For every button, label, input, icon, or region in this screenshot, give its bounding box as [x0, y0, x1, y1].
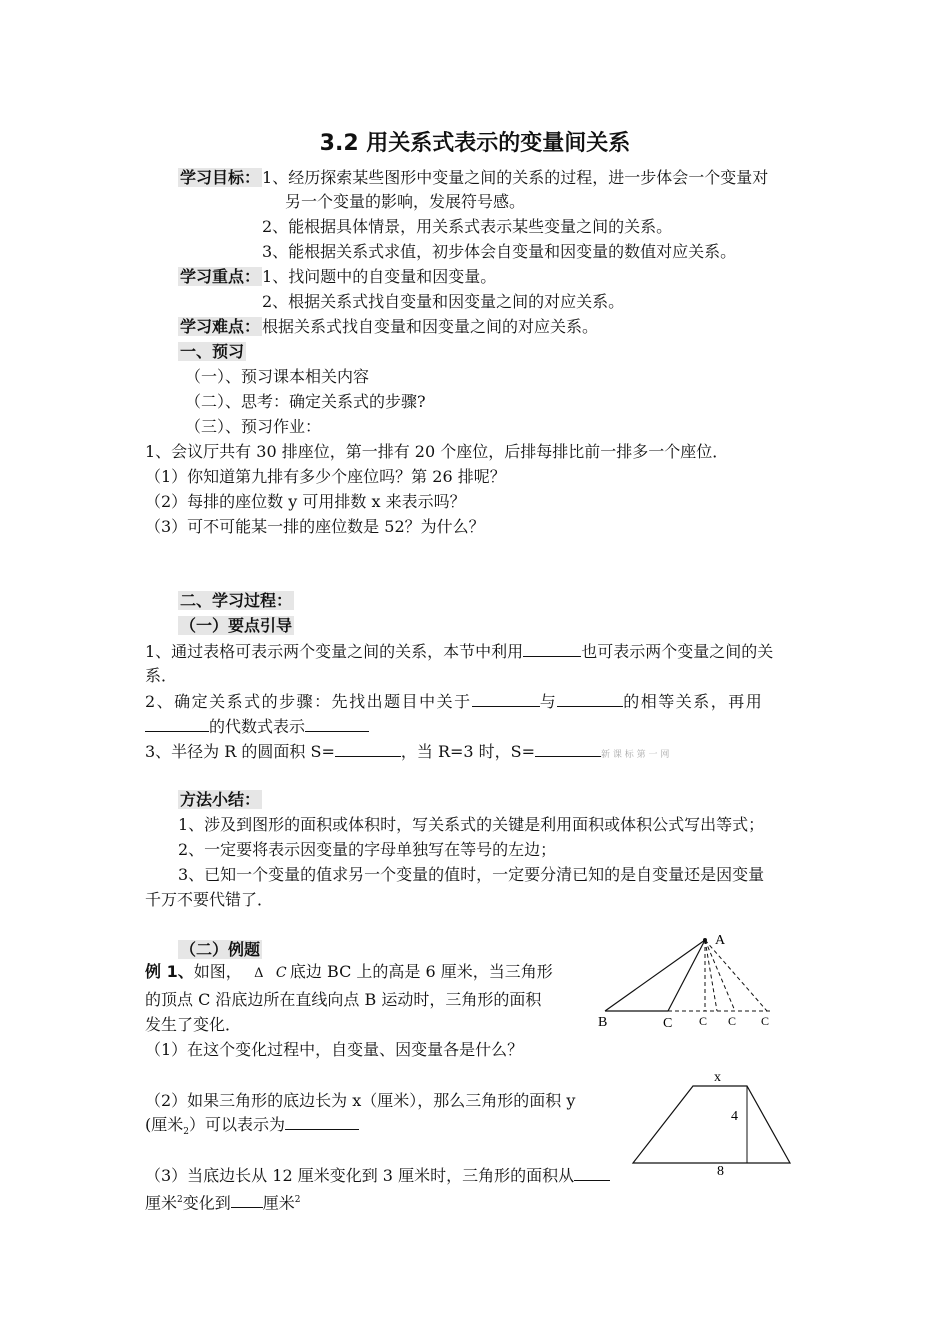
summary-item-3: 3、已知一个变量的值求另一个变量的值时，一定要分清已知的是自变量还是因变量 [178, 865, 765, 884]
vertex-c3-label: C [761, 1014, 770, 1028]
preview-item-3: （三）、预习作业： [185, 417, 322, 436]
example-1-line-1: 例 1、如图， Δ C 底边 BC 上的高是 6 厘米，当三角形 [145, 962, 553, 981]
process-point-2-cont: 的代数式表示 [145, 716, 369, 737]
triangle-figure [595, 928, 785, 1033]
vertex-a-label: A [715, 933, 726, 948]
example-1-line-2: 的顶点 C 沿底边所在直线向点 B 运动时，三角形的面积 [145, 990, 542, 1009]
process-point-1-cont: 系． [145, 666, 178, 685]
process-heading: 二、学习过程： [180, 591, 293, 610]
vertex-c2-label: C [728, 1014, 737, 1028]
objective-1: 1、经历探索某些图形中变量之间的关系的过程，进一步体会一个变量对 [262, 168, 769, 187]
summary-heading: 方法小结： [180, 790, 261, 809]
preview-question-1: （1）你知道第九排有多少个座位吗？第 26 排呢？ [145, 467, 506, 486]
summary-item-1: 1、涉及到图形的面积或体积时，写关系式的关键是利用面积或体积公式写出等式； [178, 815, 765, 834]
summary-item-3-cont: 千万不要代错了． [145, 890, 274, 909]
process-subheading: （一）要点引导 [180, 616, 293, 635]
watermark: 新 课 标 第 一 网 [601, 750, 670, 760]
example-question-2: （2）如果三角形的底边长为 x（厘米），那么三角形的面积 y [145, 1091, 576, 1110]
preview-question-2: （2）每排的座位数 y 可用排数 x 来表示吗？ [145, 492, 466, 511]
trapezoid-figure [625, 1066, 800, 1178]
objectives-row-1 [178, 168, 768, 188]
preview-question-3: （3）可不可能某一排的座位数是 52？为什么？ [145, 517, 485, 536]
trapezoid-bottom-label: 8 [717, 1164, 724, 1178]
page-title: 3.2 用关系式表示的变量间关系 [319, 131, 631, 156]
objectives-label: 学习目标： [180, 168, 261, 187]
objective-1-cont: 另一个变量的影响，发展符号感。 [285, 192, 526, 211]
trapezoid-top-label: x [714, 1070, 721, 1085]
key-point-2: 2、根据关系式找自变量和因变量之间的对应关系。 [262, 292, 625, 311]
summary-item-2: 2、一定要将表示因变量的字母单独写在等号的左边； [178, 840, 557, 859]
example-label: 例 1、 [145, 962, 194, 981]
difficulty-label: 学习难点： [180, 317, 261, 336]
difficulty-text: 根据关系式找自变量和因变量之间的对应关系。 [262, 317, 599, 336]
preview-item-2: （二）、思考：确定关系式的步骤? [185, 392, 426, 411]
key-point-1: 1、找问题中的自变量和因变量。 [262, 267, 497, 286]
preview-problem: 1、会议厅共有 30 排座位，第一排有 20 个座位，后排每排比前一排多一个座位． [145, 442, 729, 461]
preview-heading: 一、预习 [180, 342, 245, 361]
example-1-line-3: 发生了变化． [145, 1015, 242, 1034]
vertex-b-label: B [598, 1015, 608, 1030]
examples-heading: （二）例题 [180, 940, 261, 959]
process-point-3: 3、半径为 R 的圆面积 S= ，当 R=3 时，S= 新 课 标 第 一 网 [145, 742, 670, 761]
difficulty-row [178, 317, 598, 337]
example-question-3-cont: 厘米$^2$变化到 厘米$^2$ [145, 1193, 301, 1213]
key-points-row-1 [178, 267, 496, 287]
trapezoid-height-label: 4 [731, 1109, 738, 1124]
example-question-2-cont: (厘米$_2$）可以表示为 [145, 1114, 359, 1142]
example-question-3: （3）当底边长从 12 厘米变化到 3 厘米时，三角形的面积从 [145, 1165, 610, 1186]
process-point-1: 1、通过表格可表示两个变量之间的关系，本节中利用 也可表示两个变量之间的关 [145, 642, 774, 661]
example-question-1: （1）在这个变化过程中，自变量、因变量各是什么？ [145, 1040, 524, 1059]
vertex-c1-label: C [699, 1014, 708, 1028]
key-points-label: 学习重点： [180, 267, 261, 286]
vertex-c-label: C [663, 1016, 673, 1031]
process-point-2: 2、确定关系式的步骤：先找出题目中关于 与 的相等关系，再用 [145, 692, 764, 711]
objective-3: 3、能根据关系式求值，初步体会自变量和因变量的数值对应关系。 [262, 242, 737, 261]
preview-item-1: （一）、预习课本相关内容 [185, 367, 370, 386]
objective-2: 2、能根据具体情景，用关系式表示某些变量之间的关系。 [262, 217, 673, 236]
